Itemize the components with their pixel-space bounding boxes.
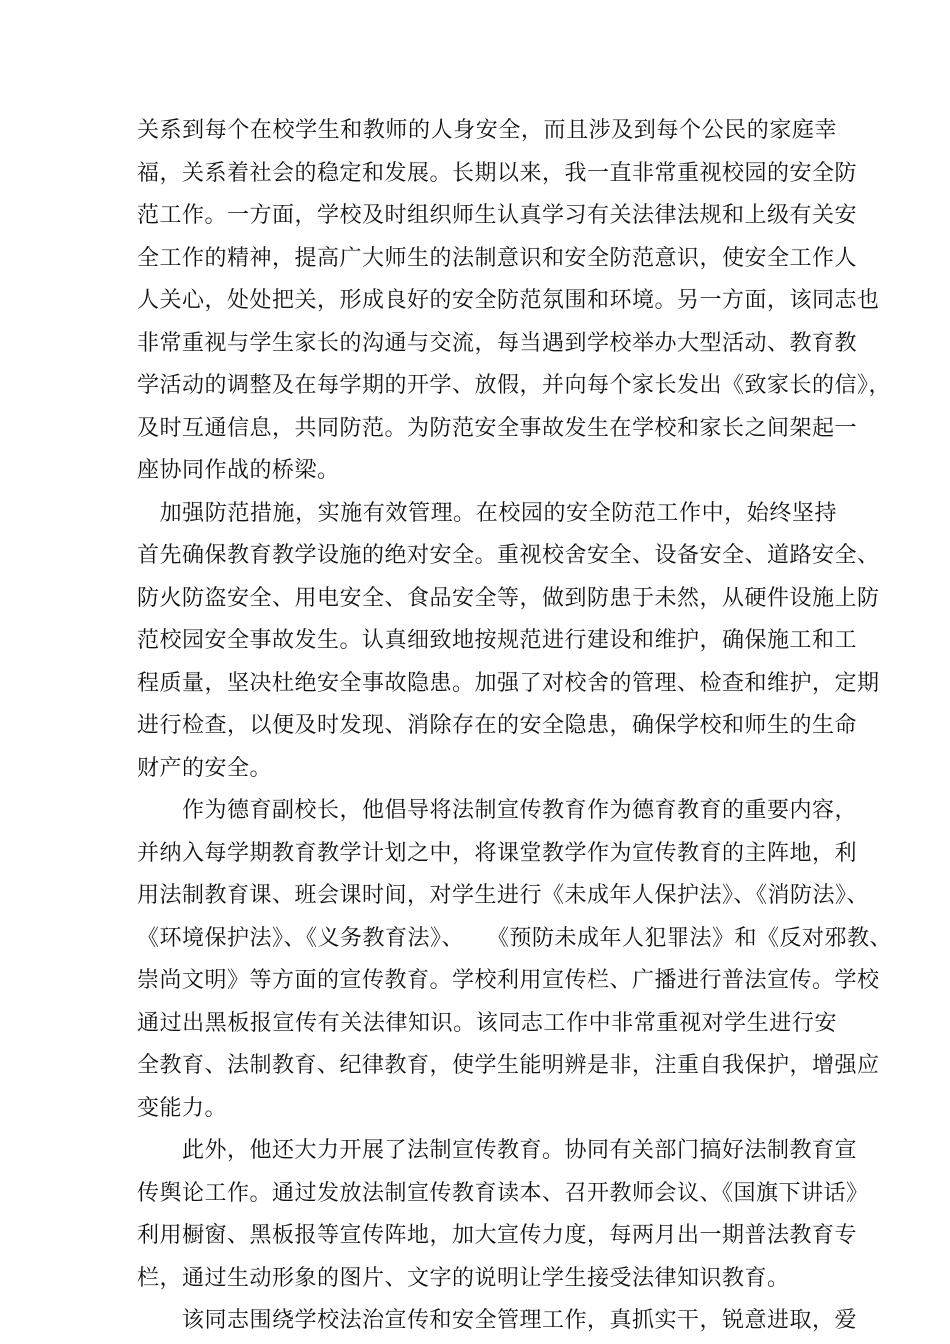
text-line: 《环境保护法》、《义务教育法》、 《预防未成年人犯罪法》和《反对邪教、 — [137, 925, 893, 951]
paragraph-1 — [137, 110, 892, 493]
text-line: 首先确保教育教学设施的绝对安全。重视校舍安全、设备安全、道路安全、 — [137, 543, 880, 568]
text-line: 该同志围绕学校法治宣传和安全管理工作，真抓实干，锐意进取，爱 — [137, 1308, 858, 1333]
paragraph-3 — [137, 790, 893, 1130]
text-line: 关系到每个在校学生和教师的人身安全，而且涉及到每个公民的家庭幸 — [137, 118, 837, 143]
text-line: 程质量，坚决杜绝安全事故隐患。加强了对校舍的管理、检查和维护，定期 — [137, 670, 880, 696]
text-line: 加强防范措施，实施有效管理。在校园的安全防范工作中，始终坚持 — [137, 500, 837, 526]
text-line: 利用橱窗、黑板报等宣传阵地，加大宣传力度，每两月出一期普法教育专 — [137, 1223, 858, 1248]
text-line: 全教育、法制教育、纪律教育，使学生能明辨是非，注重自我保护，增强应 — [137, 1053, 880, 1078]
text-line: 福，关系着社会的稳定和发展。长期以来，我一直非常重视校园的安全防 — [137, 160, 858, 186]
text-line: 范校园安全事故发生。认真细致地按规范进行建设和维护，确保施工和工 — [137, 628, 858, 653]
text-line: 及时互通信息，共同防范。为防范安全事故发生在学校和家长之间架起一 — [137, 415, 858, 441]
text-line: 座协同作战的桥梁。 — [137, 458, 340, 483]
text-line: 作为德育副校长，他倡导将法制宣传教育作为德育教育的重要内容， — [137, 798, 858, 823]
text-line: 此外，他还大力开展了法制宣传教育。协同有关部门搞好法制教育宣 — [137, 1138, 858, 1163]
text-line: 进行检查，以便及时发现、消除存在的安全隐患，确保学校和师生的生命 — [137, 713, 858, 738]
text-line: 财产的安全。 — [137, 755, 273, 781]
text-line: 人关心，处处把关，形成良好的安全防范氛围和环境。另一方面，该同志也 — [137, 288, 880, 313]
text-line: 非常重视与学生家长的沟通与交流，每当遇到学校举办大型活动、教育教 — [137, 330, 858, 356]
text-line: 并纳入每学期教育教学计划之中，将课堂教学作为宣传教育的主阵地，利 — [137, 840, 858, 866]
text-line: 防火防盗安全、用电安全、食品安全等，做到防患于未然，从硬件设施上防 — [137, 585, 880, 611]
paragraph-4 — [137, 1130, 869, 1300]
paragraph-2 — [137, 493, 880, 791]
document-body — [137, 110, 893, 1343]
text-line: 通过出黑板报宣传有关法律知识。该同志工作中非常重视对学生进行安 — [137, 1010, 837, 1036]
text-line: 变能力。 — [137, 1095, 228, 1121]
text-line: 学活动的调整及在每学期的开学、放假，并向每个家长发出《致家长的信》， — [137, 373, 892, 398]
text-line: 用法制教育课、班会课时间，对学生进行《未成年人保护法》、《消防法》、 — [137, 883, 870, 908]
text-line: 全工作的精神，提高广大师生的法制意识和安全防范意识，使安全工作人 — [137, 245, 858, 271]
text-line: 崇尚文明》等方面的宣传教育。学校利用宣传栏、广播进行普法宣传。学校 — [137, 968, 880, 993]
text-line: 传舆论工作。通过发放法制宣传教育读本、召开教师会议、《国旗下讲话》 — [137, 1180, 869, 1206]
text-line: 范工作。一方面，学校及时组织师生认真学习有关法律法规和上级有关安 — [137, 203, 858, 228]
paragraph-5 — [137, 1300, 858, 1343]
text-line: 栏，通过生动形象的图片、文字的说明让学生接受法律知识教育。 — [137, 1265, 790, 1291]
